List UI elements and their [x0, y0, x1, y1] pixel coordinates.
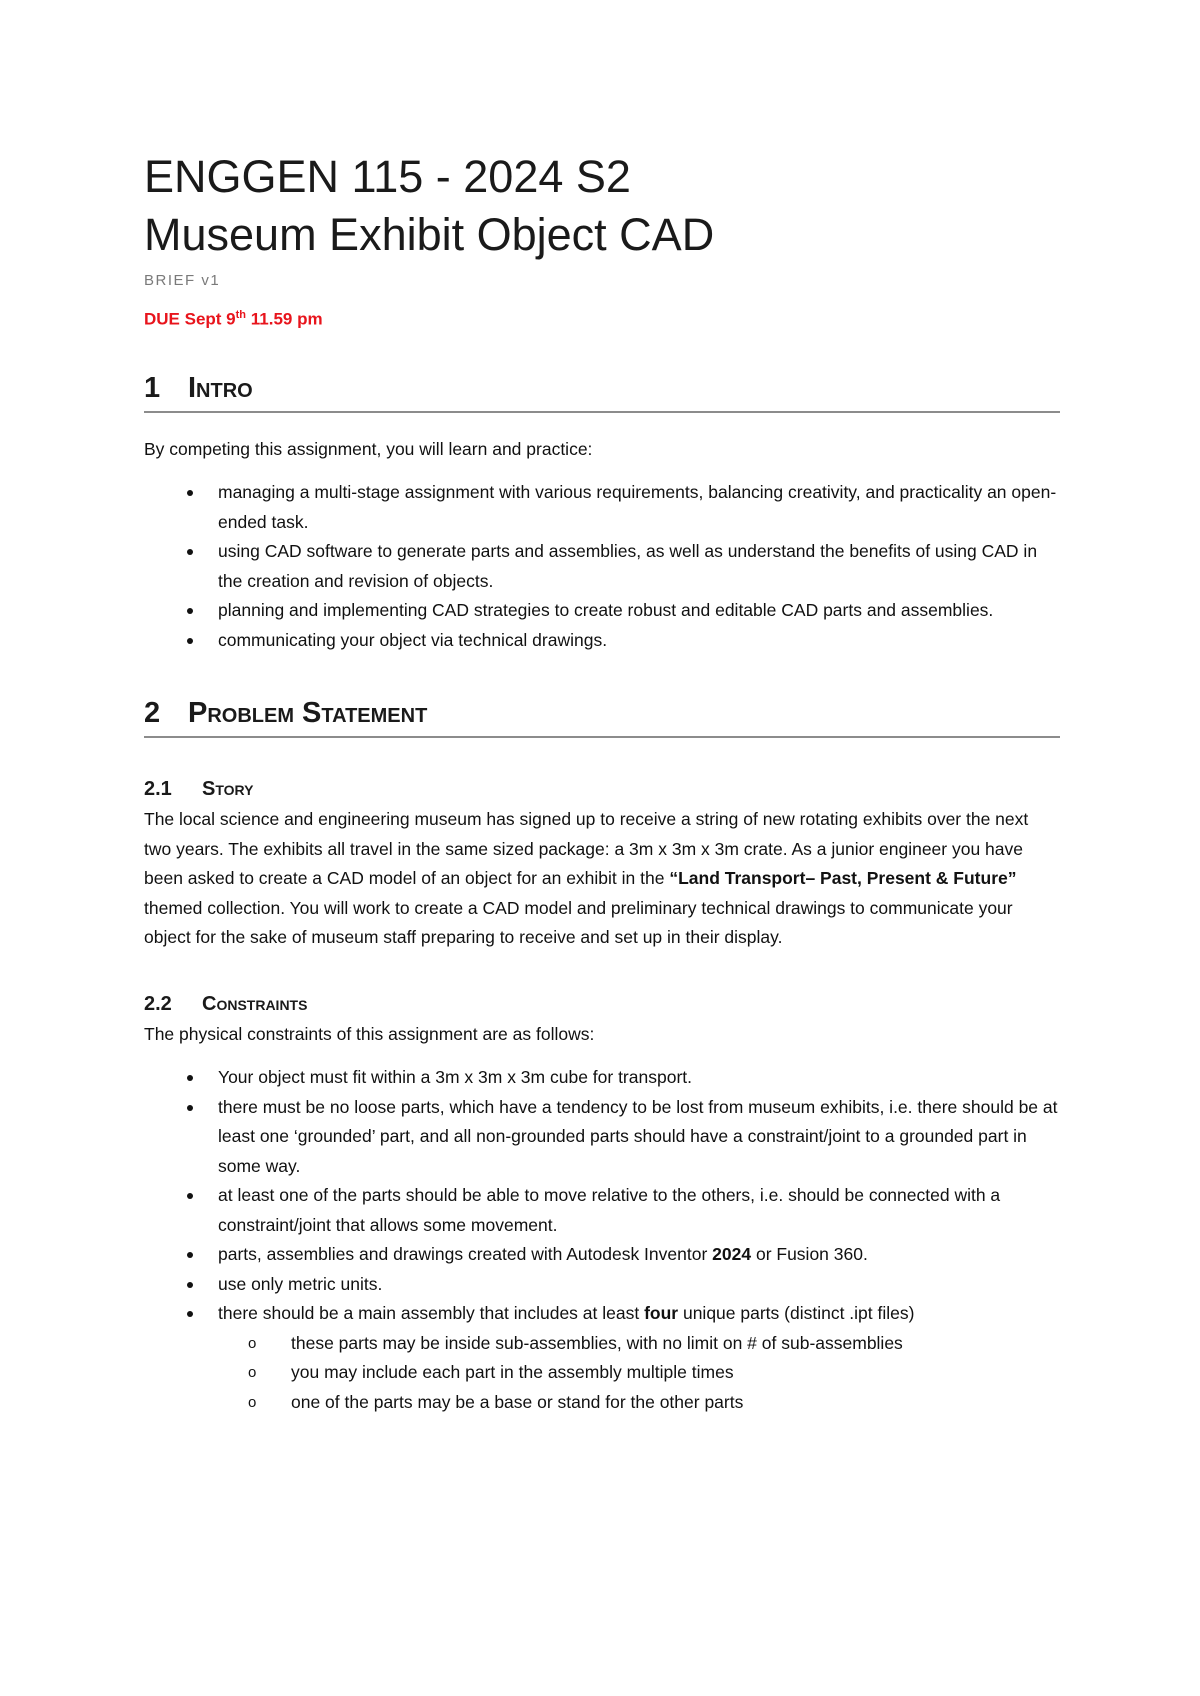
- subsection-heading-story: [144, 778, 1060, 801]
- list-item: there must be no loose parts, which have a tendency to be lost from museum exhibits, i.e. there should be at least one ‘grounded’ part, and all non-grounded parts should have a constraint/joint to a grounded part in some way.: [144, 1093, 1060, 1182]
- section-heading-problem: [144, 697, 1060, 738]
- list-item: managing a multi-stage assignment with various requirements, balancing creativity, and practicality an open-ended task.: [144, 478, 1060, 537]
- due-date: DUE Sept 9th 11.59 pm: [144, 309, 323, 329]
- subsection-title: Story: [202, 778, 254, 801]
- list-item: there should be a main assembly that includes at least four unique parts (distinct .ipt files) o these parts may be inside sub-assemblies, with no limit on # of sub-assemblies o you may include each part in the assembly multiple times o one of the parts may be a base or stand for the other parts: [144, 1299, 1060, 1417]
- constraints-lead: The physical constraints of this assignment are as follows:: [144, 1023, 595, 1044]
- list-item: at least one of the parts should be able to move relative to the others, i.e. should be connected with a constraint/joint that allows some movement.: [144, 1181, 1060, 1240]
- list-item: planning and implementing CAD strategies to create robust and editable CAD parts and assemblies.: [144, 596, 1060, 626]
- section-number: 1: [144, 371, 161, 404]
- intro-lead: By competing this assignment, you will learn and practice:: [144, 438, 593, 459]
- list-item: parts, assemblies and drawings created with Autodesk Inventor 2024 or Fusion 360.: [144, 1240, 1060, 1270]
- list-item: using CAD software to generate parts and assemblies, as well as understand the benefits of using CAD in the creation and revision of objects.: [144, 537, 1060, 596]
- title-course: ENGGEN 115 - 2024 S2: [144, 151, 631, 202]
- section-title: Problem Statement: [188, 697, 428, 730]
- sub-list-item: o one of the parts may be a base or stand for the other parts: [218, 1388, 1060, 1418]
- intro-bullet-list: [144, 478, 1060, 655]
- sub-bullet-list: [218, 1329, 1060, 1418]
- brief-version: BRIEF v1: [144, 272, 221, 289]
- list-item: Your object must fit within a 3m x 3m x 3m cube for transport.: [144, 1063, 1060, 1093]
- constraints-bullet-list: [144, 1063, 1060, 1417]
- sub-list-item: o these parts may be inside sub-assemblies, with no limit on # of sub-assemblies: [218, 1329, 1060, 1359]
- story-paragraph: The local science and engineering museum has signed up to receive a string of new rotating exhibits over the next two years. The exhibits all travel in the same sized package: a 3m x 3m x 3m crate. As a junior engineer you have been asked to create a CAD model of an object for an exhibit in the “Land Transport– Past, Present & Future” themed collection. You will work to create a CAD model and preliminary technical drawings to communicate your object for the sake of museum staff preparing to receive and set up in their display.: [144, 809, 1029, 948]
- section-heading-intro: [144, 372, 1060, 413]
- sub-list-item: o you may include each part in the assembly multiple times: [218, 1358, 1060, 1388]
- subsection-number: 2.1: [144, 778, 172, 801]
- subsection-number: 2.2: [144, 992, 172, 1015]
- document-title: [144, 148, 1060, 264]
- section-title: Intro: [188, 371, 253, 404]
- title-project: Museum Exhibit Object CAD: [144, 209, 715, 260]
- section-number: 2: [144, 697, 161, 730]
- subsection-title: Constraints: [202, 992, 308, 1015]
- list-item: communicating your object via technical drawings.: [144, 626, 1060, 656]
- subsection-heading-constraints: [144, 993, 1060, 1016]
- list-item: use only metric units.: [144, 1270, 1060, 1300]
- page-content: [144, 148, 1060, 1417]
